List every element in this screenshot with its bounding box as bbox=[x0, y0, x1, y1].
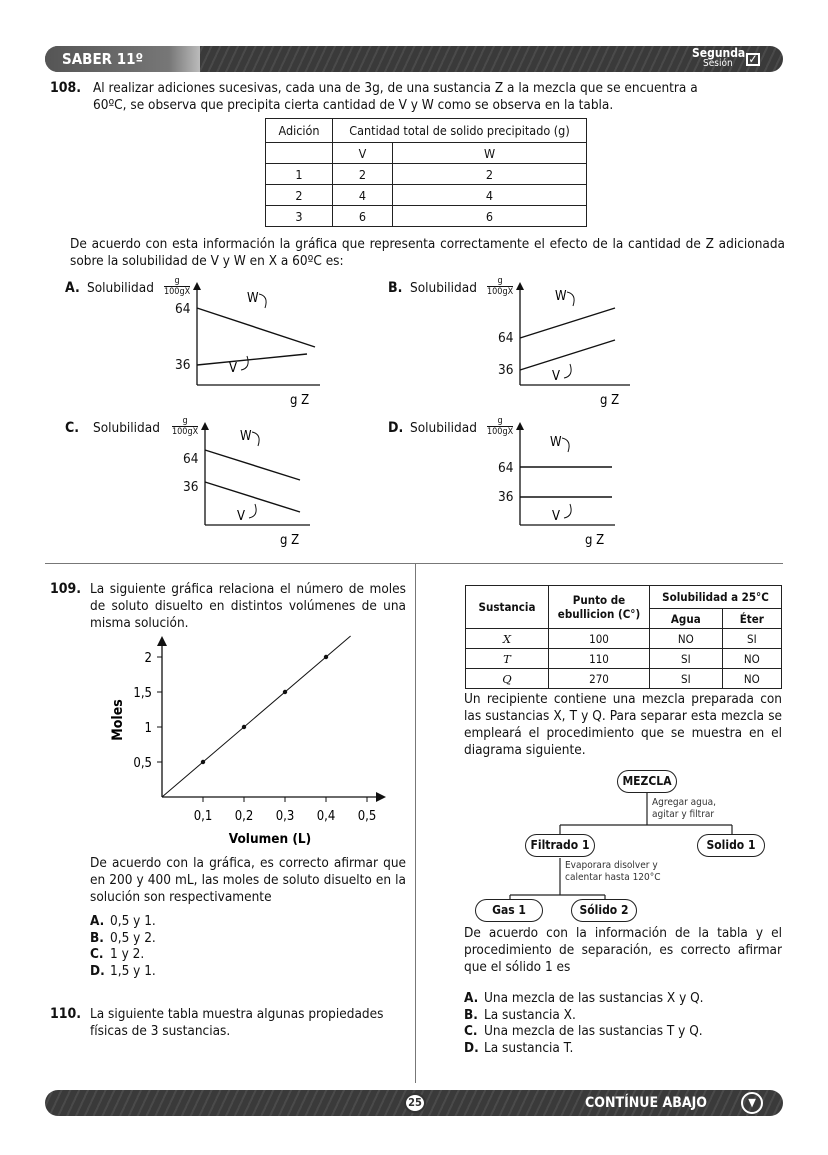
cell: NO bbox=[650, 629, 723, 649]
q110-table bbox=[465, 585, 782, 689]
option-text: 0,5 y 2. bbox=[110, 929, 156, 946]
cell: NO bbox=[722, 649, 781, 669]
header-title: SABER 11º bbox=[62, 50, 144, 68]
cell: SI bbox=[722, 629, 781, 649]
option-b[interactable] bbox=[464, 1007, 704, 1024]
cell: Q bbox=[466, 669, 549, 689]
option-letter: B. bbox=[464, 1006, 478, 1023]
w-pointer-icon bbox=[562, 438, 569, 452]
graph-option-b bbox=[388, 276, 718, 410]
q109-number: 109. bbox=[50, 581, 82, 597]
tick-36: 36 bbox=[183, 479, 199, 495]
arrow-icon bbox=[516, 422, 524, 430]
option-text: Una mezcla de las sustancias T y Q. bbox=[484, 1023, 703, 1039]
y-arrow-icon bbox=[157, 636, 167, 646]
option-a[interactable] bbox=[90, 913, 156, 930]
q108-number: 108. bbox=[50, 80, 82, 96]
cell: 4 bbox=[393, 185, 587, 206]
cell: 110 bbox=[549, 649, 650, 669]
option-d[interactable] bbox=[464, 1040, 704, 1057]
option-letter: D. bbox=[90, 962, 105, 979]
cell: 6 bbox=[333, 206, 393, 227]
v-label: V bbox=[552, 369, 560, 384]
v-label: V bbox=[552, 509, 560, 524]
q110-number: 110. bbox=[50, 1006, 82, 1022]
session-top: Segunda bbox=[692, 46, 746, 60]
v-line bbox=[520, 340, 615, 370]
step2-label: Evaporara disolver y bbox=[565, 860, 658, 871]
cell: 1 bbox=[266, 164, 333, 185]
th-eter: Éter bbox=[722, 609, 781, 629]
w-line bbox=[205, 450, 300, 480]
data-point bbox=[324, 655, 328, 659]
w-pointer-icon bbox=[567, 292, 574, 306]
table-row bbox=[266, 185, 587, 206]
v-pointer-icon bbox=[241, 356, 248, 370]
q108-text1: Al realizar adiciones sucesivas, cada una de 3g, de una sustancia Z a la mezcla que se encuentra a bbox=[93, 80, 698, 96]
w-pointer-icon bbox=[259, 294, 266, 308]
q108-text2: 60ºC, se observa que precipita cierta cantidad de V y W como se observa en la tabla. bbox=[93, 97, 614, 113]
graph-option-d bbox=[388, 416, 718, 550]
cell: 270 bbox=[549, 669, 650, 689]
y-label: Solubilidad bbox=[93, 420, 160, 436]
cell: X bbox=[466, 629, 549, 649]
v-label: V bbox=[229, 361, 237, 376]
option-letter: B. bbox=[388, 280, 403, 296]
cell bbox=[266, 143, 333, 164]
q108-table bbox=[265, 118, 587, 227]
step2b-label: calentar hasta 120°C bbox=[565, 872, 661, 883]
th-agua: Agua bbox=[650, 609, 723, 629]
v-line bbox=[205, 482, 300, 512]
graph-option-a bbox=[65, 276, 395, 410]
option-letter: A. bbox=[90, 913, 105, 929]
data-point bbox=[283, 690, 287, 694]
q108-paragraph: De acuerdo con esta información la gráfica que representa correctamente el efecto de la cantidad de Z adicionada sobre la solubilidad de V y W en X a 60ºC es: bbox=[70, 236, 785, 269]
option-a[interactable] bbox=[464, 990, 704, 1007]
y-tick-label: 0,5 bbox=[133, 756, 152, 771]
option-letter: C. bbox=[65, 420, 80, 436]
cell: 6 bbox=[393, 206, 587, 227]
option-c[interactable] bbox=[90, 946, 156, 963]
column-divider bbox=[415, 563, 416, 1083]
data-point bbox=[201, 760, 205, 764]
w-label: W bbox=[240, 429, 252, 444]
cell: 3 bbox=[266, 206, 333, 227]
step1b-label: agitar y filtrar bbox=[652, 809, 715, 820]
th-cantidad: Cantidad total de solido precipitado (g) bbox=[333, 119, 587, 143]
table-row bbox=[266, 164, 587, 185]
node-filtrado: Filtrado 1 bbox=[525, 834, 595, 857]
session-bottom: Sesión bbox=[703, 58, 733, 69]
y-label: Moles bbox=[110, 699, 126, 741]
table-row bbox=[466, 649, 782, 669]
cell: NO bbox=[722, 669, 781, 689]
th-v: V bbox=[333, 143, 393, 164]
th-solubilidad: Solubilidad a 25°C bbox=[650, 586, 782, 609]
tick-64: 64 bbox=[498, 460, 514, 476]
cell: 2 bbox=[393, 164, 587, 185]
step1-label: Agregar agua, bbox=[652, 797, 716, 808]
node-solido1: Solido 1 bbox=[697, 834, 765, 857]
v-pointer-icon bbox=[249, 504, 256, 518]
table-row bbox=[466, 669, 782, 689]
option-text: La sustancia X. bbox=[484, 1006, 576, 1023]
option-letter: C. bbox=[90, 946, 104, 962]
option-text: 0,5 y 1. bbox=[110, 913, 156, 929]
w-line bbox=[197, 308, 315, 347]
down-arrow-icon: ▼ bbox=[741, 1092, 763, 1114]
table-row bbox=[466, 629, 782, 649]
unit-fraction: g 100gX bbox=[487, 276, 514, 297]
cell: 100 bbox=[549, 629, 650, 649]
unit-fraction: g 100gX bbox=[172, 416, 199, 437]
arrow-icon bbox=[193, 282, 201, 290]
th-punto: Punto de ebullicion (C°) bbox=[549, 586, 650, 629]
w-label: W bbox=[555, 289, 567, 304]
cell: 2 bbox=[266, 185, 333, 206]
option-letter: D. bbox=[464, 1039, 479, 1056]
q109-text: La siguiente gráfica relaciona el número de moles de soluto disuelto en distintos volúmenes de una misma solución. bbox=[90, 581, 406, 631]
v-label: V bbox=[237, 509, 245, 524]
y-tick-label: 1 bbox=[144, 721, 152, 736]
w-label: W bbox=[550, 435, 562, 450]
cell: 4 bbox=[333, 185, 393, 206]
option-d[interactable] bbox=[90, 963, 156, 980]
x-label: g Z bbox=[280, 533, 300, 548]
v-pointer-icon bbox=[564, 504, 571, 518]
x-tick-label: 0,5 bbox=[357, 809, 377, 824]
option-b[interactable] bbox=[90, 930, 156, 947]
q110-text: La siguiente tabla muestra algunas propiedades físicas de 3 sustancias. bbox=[90, 1006, 384, 1039]
th-sustancia: Sustancia bbox=[466, 586, 549, 629]
x-tick-label: 0,2 bbox=[234, 809, 254, 824]
tick-36: 36 bbox=[175, 357, 191, 373]
cell: 2 bbox=[333, 164, 393, 185]
x-tick-label: 0,3 bbox=[275, 809, 295, 824]
w-pointer-icon bbox=[252, 432, 259, 446]
option-letter: A. bbox=[65, 280, 80, 296]
x-tick-label: 0,4 bbox=[316, 809, 336, 824]
option-text: Una mezcla de las sustancias X y Q. bbox=[484, 990, 704, 1006]
w-line bbox=[520, 308, 615, 338]
x-label: g Z bbox=[600, 393, 620, 408]
option-text: 1,5 y 1. bbox=[110, 962, 156, 979]
y-label: Solubilidad bbox=[410, 280, 477, 296]
data-line bbox=[162, 636, 351, 797]
cell: SI bbox=[650, 649, 723, 669]
arrow-icon bbox=[516, 282, 524, 290]
v-pointer-icon bbox=[564, 364, 571, 378]
q109-question: De acuerdo con la gráfica, es correcto afirmar que en 200 y 400 mL, las moles de soluto disuelto en la solución son respectivamente bbox=[90, 855, 406, 905]
continue-label: CONTÍNUE ABAJO bbox=[585, 1095, 708, 1111]
th-adicion: Adición bbox=[266, 119, 333, 143]
tick-64: 64 bbox=[183, 451, 199, 467]
table-row bbox=[266, 206, 587, 227]
x-tick-label: 0,1 bbox=[193, 809, 213, 824]
cell: SI bbox=[650, 669, 723, 689]
unit-fraction: g 100gX bbox=[164, 276, 191, 297]
tick-36: 36 bbox=[498, 362, 514, 378]
node-solido2: Sólido 2 bbox=[571, 899, 637, 922]
node-gas1: Gas 1 bbox=[475, 899, 543, 922]
page-number: 25 bbox=[404, 1093, 426, 1113]
x-arrow-icon bbox=[376, 792, 386, 802]
option-letter: C. bbox=[464, 1023, 478, 1039]
option-text: La sustancia T. bbox=[484, 1039, 574, 1056]
divider bbox=[45, 563, 783, 564]
x-label: Volumen (L) bbox=[228, 831, 312, 847]
y-tick-label: 1,5 bbox=[133, 686, 152, 701]
w-label: W bbox=[247, 291, 259, 306]
v-line bbox=[197, 354, 307, 365]
checkbox-icon: ✓ bbox=[746, 53, 760, 66]
q110-paragraph: Un recipiente contiene una mezcla preparada con las sustancias X, T y Q. Para separar esta mezcla se empleará el procedimiento que se muestra en el diagrama siguiente. bbox=[464, 691, 782, 758]
y-tick-label: 2 bbox=[144, 651, 152, 666]
x-label: g Z bbox=[585, 533, 605, 548]
option-c[interactable] bbox=[464, 1023, 704, 1040]
tick-36: 36 bbox=[498, 489, 514, 505]
option-letter: B. bbox=[90, 929, 104, 946]
tick-64: 64 bbox=[175, 301, 191, 317]
data-point bbox=[242, 725, 246, 729]
cell: T bbox=[466, 649, 549, 669]
moles-chart bbox=[100, 630, 400, 855]
th-w: W bbox=[393, 143, 587, 164]
node-mezcla: MEZCLA bbox=[617, 770, 677, 793]
option-letter: A. bbox=[464, 990, 479, 1006]
y-label: Solubilidad bbox=[87, 280, 154, 296]
graph-option-c bbox=[65, 416, 395, 550]
option-text: 1 y 2. bbox=[110, 946, 145, 962]
arrow-icon bbox=[201, 422, 209, 430]
option-letter: D. bbox=[388, 420, 404, 436]
tick-64: 64 bbox=[498, 330, 514, 346]
x-label: g Z bbox=[290, 393, 310, 408]
unit-fraction: g 100gX bbox=[487, 416, 514, 437]
y-label: Solubilidad bbox=[410, 420, 477, 436]
q110-question: De acuerdo con la información de la tabla y el procedimiento de separación, es correcto afirmar que el sólido 1 es bbox=[464, 925, 782, 975]
